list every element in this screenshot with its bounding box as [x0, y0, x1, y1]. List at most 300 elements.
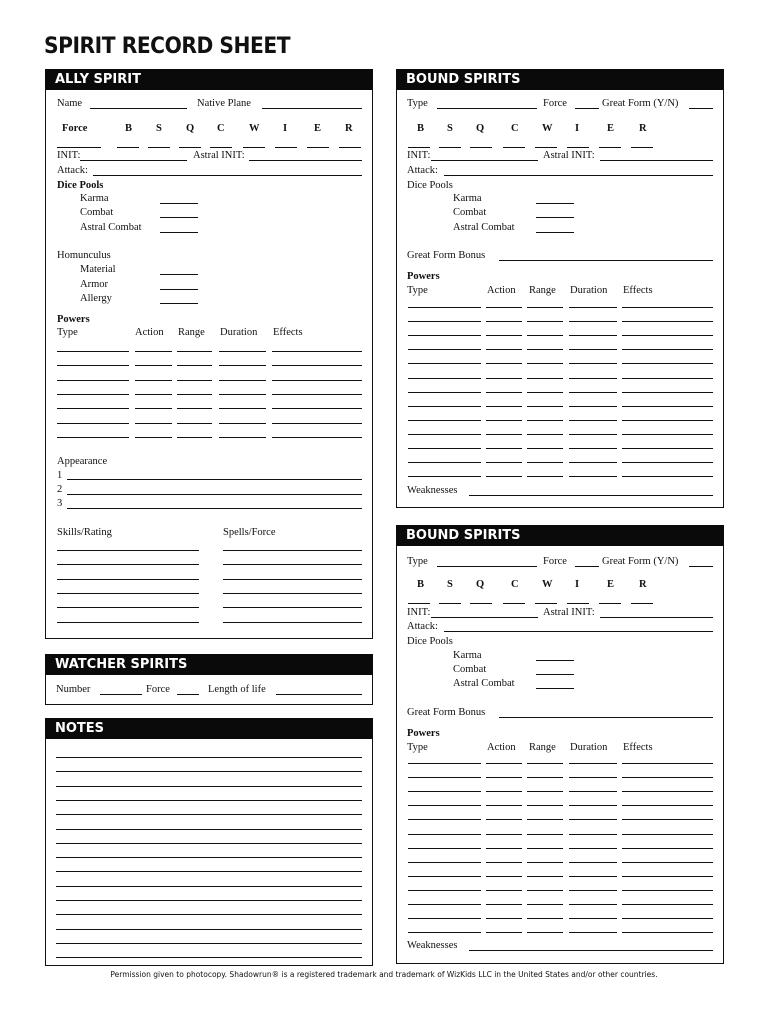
- blank-line[interactable]: [622, 321, 713, 322]
- blank-line[interactable]: [622, 763, 713, 764]
- blank-line[interactable]: [622, 918, 713, 919]
- watcher-spirits-section: [45, 654, 373, 705]
- blank-line[interactable]: [272, 423, 362, 424]
- bound-great-form-field[interactable]: [689, 566, 713, 567]
- ally-homunculus-item-label: Armor: [80, 279, 108, 290]
- blank-line[interactable]: [527, 420, 563, 421]
- bound-attr-field[interactable]: [599, 603, 621, 604]
- ally-powers-label: Powers: [57, 314, 90, 325]
- blank-line[interactable]: [57, 607, 199, 608]
- bound-great-form-bonus-field[interactable]: [499, 717, 713, 718]
- ally-attr-field[interactable]: [210, 147, 232, 148]
- blank-line[interactable]: [56, 886, 362, 887]
- bound-attr-field[interactable]: [535, 603, 557, 604]
- blank-line[interactable]: [622, 876, 713, 877]
- blank-line[interactable]: [408, 420, 481, 421]
- blank-line[interactable]: [56, 943, 362, 944]
- blank-line[interactable]: [486, 876, 522, 877]
- ally-homunculus-field[interactable]: [160, 289, 198, 290]
- ally-attr-label: R: [345, 123, 353, 134]
- blank-line[interactable]: [486, 392, 522, 393]
- bound-attr-field[interactable]: [408, 603, 430, 604]
- blank-line[interactable]: [527, 932, 563, 933]
- ally-name-label: Name: [57, 98, 83, 109]
- blank-line[interactable]: [622, 834, 713, 835]
- blank-line[interactable]: [569, 834, 617, 835]
- blank-line[interactable]: [177, 380, 212, 381]
- blank-line[interactable]: [622, 862, 713, 863]
- blank-line[interactable]: [408, 904, 481, 905]
- blank-line[interactable]: [56, 871, 362, 872]
- notes-section: [45, 718, 373, 966]
- watcher-spirits-header: WATCHER SPIRITS: [45, 654, 373, 675]
- bound-attr-field[interactable]: [567, 147, 589, 148]
- blank-line[interactable]: [56, 771, 362, 772]
- blank-line[interactable]: [56, 843, 362, 844]
- bound-astral-init-field[interactable]: [600, 617, 713, 618]
- blank-line[interactable]: [569, 335, 617, 336]
- blank-line[interactable]: [527, 904, 563, 905]
- bound-attr-field[interactable]: [567, 603, 589, 604]
- ally-astral-init-field[interactable]: [249, 160, 362, 161]
- bound-force-label: Force: [543, 556, 567, 567]
- blank-line[interactable]: [135, 365, 172, 366]
- blank-line[interactable]: [486, 363, 522, 364]
- blank-line[interactable]: [135, 423, 172, 424]
- ally-homunculus-field[interactable]: [160, 274, 198, 275]
- blank-line[interactable]: [527, 434, 563, 435]
- blank-line[interactable]: [272, 380, 362, 381]
- blank-line[interactable]: [622, 378, 713, 379]
- bound-attr-label: E: [607, 579, 615, 590]
- blank-line[interactable]: [622, 819, 713, 820]
- watcher-number-field[interactable]: [100, 694, 142, 695]
- blank-line[interactable]: [486, 890, 522, 891]
- bound-init-label: INIT:: [407, 150, 431, 161]
- bound-attack-field[interactable]: [444, 631, 713, 632]
- blank-line[interactable]: [527, 335, 563, 336]
- blank-line[interactable]: [569, 321, 617, 322]
- bound-attr-field[interactable]: [439, 147, 461, 148]
- blank-line[interactable]: [56, 814, 362, 815]
- bound-type-field[interactable]: [437, 566, 537, 567]
- blank-line[interactable]: [527, 819, 563, 820]
- bound-type-label: Type: [407, 98, 428, 109]
- ally-native-plane-field[interactable]: [262, 108, 362, 109]
- blank-line[interactable]: [486, 378, 522, 379]
- blank-line[interactable]: [622, 363, 713, 364]
- blank-line[interactable]: [57, 380, 129, 381]
- blank-line[interactable]: [486, 406, 522, 407]
- blank-line[interactable]: [408, 876, 481, 877]
- bound-attr-label: C: [511, 579, 519, 590]
- blank-line[interactable]: [569, 763, 617, 764]
- blank-line[interactable]: [408, 763, 481, 764]
- blank-line[interactable]: [622, 476, 713, 477]
- blank-line[interactable]: [135, 394, 172, 395]
- blank-line[interactable]: [408, 462, 481, 463]
- bound-pool-label: Astral Combat: [453, 222, 515, 233]
- blank-line[interactable]: [219, 437, 266, 438]
- bound-attr-field[interactable]: [631, 603, 653, 604]
- blank-line[interactable]: [622, 904, 713, 905]
- blank-line[interactable]: [622, 434, 713, 435]
- blank-line[interactable]: [177, 423, 212, 424]
- blank-line[interactable]: [622, 307, 713, 308]
- blank-line[interactable]: [486, 834, 522, 835]
- blank-line[interactable]: [622, 462, 713, 463]
- blank-line[interactable]: [527, 392, 563, 393]
- blank-line[interactable]: [219, 408, 266, 409]
- ally-attr-field[interactable]: [243, 147, 265, 148]
- bound-pool-label: Karma: [453, 193, 482, 204]
- ally-appearance-num: 2: [57, 484, 63, 495]
- blank-line[interactable]: [272, 408, 362, 409]
- blank-line[interactable]: [219, 351, 266, 352]
- ally-spells-label: Spells/Force: [223, 527, 276, 538]
- blank-line[interactable]: [569, 420, 617, 421]
- bound-pool-field[interactable]: [536, 688, 574, 689]
- bound-attr-field[interactable]: [439, 603, 461, 604]
- blank-line[interactable]: [135, 408, 172, 409]
- bound-astral-init-field[interactable]: [600, 160, 713, 161]
- blank-line[interactable]: [486, 434, 522, 435]
- bound-attr-label: Q: [476, 123, 485, 134]
- bound-attr-field[interactable]: [503, 147, 525, 148]
- bound-attr-field[interactable]: [408, 147, 430, 148]
- blank-line[interactable]: [223, 593, 362, 594]
- blank-line[interactable]: [569, 448, 617, 449]
- blank-line[interactable]: [569, 406, 617, 407]
- blank-line[interactable]: [56, 914, 362, 915]
- bound-weaknesses-field[interactable]: [469, 950, 713, 951]
- ally-pool-label: Combat: [80, 207, 114, 218]
- blank-line[interactable]: [57, 550, 199, 551]
- ally-force-label: Force: [62, 123, 88, 134]
- bound-attr-field[interactable]: [503, 603, 525, 604]
- blank-line[interactable]: [486, 448, 522, 449]
- ally-attr-field[interactable]: [148, 147, 170, 148]
- blank-line[interactable]: [219, 394, 266, 395]
- bound-init-field[interactable]: [431, 160, 538, 161]
- ally-attr-field[interactable]: [275, 147, 297, 148]
- bound-attr-label: I: [575, 579, 580, 590]
- blank-line[interactable]: [177, 408, 212, 409]
- blank-line[interactable]: [569, 349, 617, 350]
- blank-line[interactable]: [569, 819, 617, 820]
- blank-line[interactable]: [57, 622, 199, 623]
- ally-attr-label: W: [249, 123, 260, 134]
- blank-line[interactable]: [486, 819, 522, 820]
- blank-line[interactable]: [177, 437, 212, 438]
- blank-line[interactable]: [57, 408, 129, 409]
- blank-line[interactable]: [569, 462, 617, 463]
- blank-line[interactable]: [486, 321, 522, 322]
- blank-line[interactable]: [272, 365, 362, 366]
- bound-power-col-header: Range: [529, 285, 556, 296]
- blank-line[interactable]: [622, 406, 713, 407]
- blank-line[interactable]: [527, 834, 563, 835]
- bound-force-field[interactable]: [575, 108, 599, 109]
- blank-line[interactable]: [527, 890, 563, 891]
- blank-line[interactable]: [622, 932, 713, 933]
- ally-attr-field[interactable]: [307, 147, 329, 148]
- blank-line[interactable]: [486, 462, 522, 463]
- ally-pool-field[interactable]: [160, 217, 198, 218]
- bound-pool-field[interactable]: [536, 203, 574, 204]
- blank-line[interactable]: [569, 918, 617, 919]
- blank-line[interactable]: [408, 307, 481, 308]
- blank-line[interactable]: [57, 437, 129, 438]
- blank-line[interactable]: [486, 904, 522, 905]
- blank-line[interactable]: [177, 351, 212, 352]
- blank-line[interactable]: [486, 349, 522, 350]
- blank-line[interactable]: [527, 406, 563, 407]
- blank-line[interactable]: [527, 848, 563, 849]
- blank-line[interactable]: [527, 363, 563, 364]
- blank-line[interactable]: [408, 805, 481, 806]
- ally-attr-field[interactable]: [117, 147, 139, 148]
- blank-line[interactable]: [486, 777, 522, 778]
- watcher-life-field[interactable]: [276, 694, 362, 695]
- bound-power-col-header: Action: [487, 742, 516, 753]
- bound-power-col-header: Duration: [570, 285, 608, 296]
- blank-line[interactable]: [408, 834, 481, 835]
- bound-great-form-label: Great Form (Y/N): [602, 98, 679, 109]
- blank-line[interactable]: [622, 392, 713, 393]
- blank-line[interactable]: [408, 406, 481, 407]
- blank-line[interactable]: [408, 777, 481, 778]
- blank-line[interactable]: [527, 763, 563, 764]
- watcher-force-label: Force: [146, 684, 170, 695]
- blank-line[interactable]: [223, 579, 362, 580]
- blank-line[interactable]: [408, 349, 481, 350]
- blank-line[interactable]: [622, 848, 713, 849]
- bound-init-field[interactable]: [431, 617, 538, 618]
- ally-power-col-header: Action: [135, 327, 164, 338]
- blank-line[interactable]: [527, 321, 563, 322]
- bound-weaknesses-label: Weaknesses: [407, 940, 458, 951]
- blank-line[interactable]: [486, 763, 522, 764]
- blank-line[interactable]: [622, 448, 713, 449]
- ally-appearance-field[interactable]: [67, 508, 362, 509]
- blank-line[interactable]: [527, 876, 563, 877]
- blank-line[interactable]: [622, 420, 713, 421]
- blank-line[interactable]: [527, 862, 563, 863]
- blank-line[interactable]: [272, 351, 362, 352]
- blank-line[interactable]: [408, 819, 481, 820]
- blank-line[interactable]: [272, 394, 362, 395]
- bound-attr-field[interactable]: [631, 147, 653, 148]
- blank-line[interactable]: [56, 929, 362, 930]
- bound-attr-label: C: [511, 123, 519, 134]
- blank-line[interactable]: [622, 349, 713, 350]
- blank-line[interactable]: [486, 476, 522, 477]
- blank-line[interactable]: [408, 932, 481, 933]
- bound-attr-label: Q: [476, 579, 485, 590]
- bound-pool-field[interactable]: [536, 217, 574, 218]
- blank-line[interactable]: [56, 829, 362, 830]
- bound-attr-field[interactable]: [470, 147, 492, 148]
- blank-line[interactable]: [622, 791, 713, 792]
- blank-line[interactable]: [569, 932, 617, 933]
- bound-attr-field[interactable]: [470, 603, 492, 604]
- bound-type-field[interactable]: [437, 108, 537, 109]
- bound-great-form-bonus-field[interactable]: [499, 260, 713, 261]
- blank-line[interactable]: [527, 448, 563, 449]
- blank-line[interactable]: [408, 378, 481, 379]
- blank-line[interactable]: [622, 805, 713, 806]
- blank-line[interactable]: [486, 805, 522, 806]
- blank-line[interactable]: [57, 564, 199, 565]
- blank-line[interactable]: [486, 848, 522, 849]
- blank-line[interactable]: [56, 786, 362, 787]
- blank-line[interactable]: [622, 777, 713, 778]
- bound-attr-label: E: [607, 123, 615, 134]
- blank-line[interactable]: [56, 957, 362, 958]
- blank-line[interactable]: [57, 351, 129, 352]
- blank-line[interactable]: [56, 800, 362, 801]
- blank-line[interactable]: [486, 862, 522, 863]
- blank-line[interactable]: [569, 904, 617, 905]
- ally-attack-field[interactable]: [93, 175, 362, 176]
- ally-appearance-field[interactable]: [67, 494, 362, 495]
- blank-line[interactable]: [569, 363, 617, 364]
- ally-pool-field[interactable]: [160, 232, 198, 233]
- blank-line[interactable]: [569, 876, 617, 877]
- blank-line[interactable]: [408, 848, 481, 849]
- blank-line[interactable]: [569, 378, 617, 379]
- blank-line[interactable]: [177, 365, 212, 366]
- bound-attr-field[interactable]: [535, 147, 557, 148]
- blank-line[interactable]: [223, 564, 362, 565]
- blank-line[interactable]: [527, 462, 563, 463]
- blank-line[interactable]: [57, 579, 199, 580]
- bound-pool-field[interactable]: [536, 660, 574, 661]
- ally-attr-field[interactable]: [339, 147, 361, 148]
- bound-attr-label: S: [447, 579, 453, 590]
- ally-attr-label: E: [314, 123, 322, 134]
- bound-init-label: INIT:: [407, 607, 431, 618]
- blank-line[interactable]: [56, 857, 362, 858]
- blank-line[interactable]: [57, 593, 199, 594]
- blank-line[interactable]: [527, 777, 563, 778]
- blank-line[interactable]: [569, 476, 617, 477]
- blank-line[interactable]: [177, 394, 212, 395]
- bound-weaknesses-field[interactable]: [469, 495, 713, 496]
- blank-line[interactable]: [408, 392, 481, 393]
- blank-line[interactable]: [569, 307, 617, 308]
- blank-line[interactable]: [527, 791, 563, 792]
- blank-line[interactable]: [135, 437, 172, 438]
- blank-line[interactable]: [622, 890, 713, 891]
- bound-attack-field[interactable]: [444, 175, 713, 176]
- blank-line[interactable]: [486, 918, 522, 919]
- ally-attr-field[interactable]: [179, 147, 201, 148]
- blank-line[interactable]: [527, 307, 563, 308]
- blank-line[interactable]: [408, 335, 481, 336]
- ally-force-field[interactable]: [57, 147, 101, 148]
- blank-line[interactable]: [527, 918, 563, 919]
- blank-line[interactable]: [569, 890, 617, 891]
- blank-line[interactable]: [272, 437, 362, 438]
- ally-init-field[interactable]: [80, 160, 187, 161]
- blank-line[interactable]: [408, 791, 481, 792]
- footer-permission-text: Permission given to photocopy. Shadowrun® is a registered trademark and trademark of WizKids LLC in the United States and/or other countries.: [110, 970, 658, 979]
- blank-line[interactable]: [223, 550, 362, 551]
- blank-line[interactable]: [219, 365, 266, 366]
- blank-line[interactable]: [486, 307, 522, 308]
- blank-line[interactable]: [57, 423, 129, 424]
- blank-line[interactable]: [56, 757, 362, 758]
- blank-line[interactable]: [408, 918, 481, 919]
- bound-attr-field[interactable]: [599, 147, 621, 148]
- blank-line[interactable]: [135, 351, 172, 352]
- blank-line[interactable]: [569, 848, 617, 849]
- blank-line[interactable]: [408, 890, 481, 891]
- blank-line[interactable]: [569, 805, 617, 806]
- blank-line[interactable]: [569, 777, 617, 778]
- bound-great-form-field[interactable]: [689, 108, 713, 109]
- ally-homunculus-label: Homunculus: [57, 250, 111, 261]
- blank-line[interactable]: [569, 434, 617, 435]
- watcher-life-label: Length of life: [208, 684, 266, 695]
- blank-line[interactable]: [486, 932, 522, 933]
- blank-line[interactable]: [223, 622, 362, 623]
- blank-line[interactable]: [223, 607, 362, 608]
- bound-powers-label: Powers: [407, 728, 440, 739]
- blank-line[interactable]: [135, 380, 172, 381]
- ally-name-field[interactable]: [90, 108, 187, 109]
- blank-line[interactable]: [57, 394, 129, 395]
- bound-pool-field[interactable]: [536, 232, 574, 233]
- bound-force-field[interactable]: [575, 566, 599, 567]
- blank-line[interactable]: [527, 349, 563, 350]
- blank-line[interactable]: [56, 900, 362, 901]
- blank-line[interactable]: [408, 321, 481, 322]
- bound-pool-field[interactable]: [536, 674, 574, 675]
- ally-pool-label: Karma: [80, 193, 109, 204]
- blank-line[interactable]: [408, 363, 481, 364]
- bound-astral-init-label: Astral INIT:: [543, 607, 595, 618]
- blank-line[interactable]: [486, 335, 522, 336]
- watcher-force-field[interactable]: [177, 694, 199, 695]
- blank-line[interactable]: [569, 392, 617, 393]
- blank-line[interactable]: [569, 862, 617, 863]
- ally-homunculus-field[interactable]: [160, 303, 198, 304]
- blank-line[interactable]: [622, 335, 713, 336]
- blank-line[interactable]: [219, 423, 266, 424]
- ally-appearance-field[interactable]: [67, 479, 362, 480]
- blank-line[interactable]: [569, 791, 617, 792]
- blank-line[interactable]: [408, 434, 481, 435]
- blank-line[interactable]: [527, 805, 563, 806]
- blank-line[interactable]: [57, 365, 129, 366]
- bound-attr-label: R: [639, 579, 647, 590]
- blank-line[interactable]: [486, 791, 522, 792]
- ally-pool-field[interactable]: [160, 203, 198, 204]
- blank-line[interactable]: [527, 378, 563, 379]
- ally-attack-label: Attack:: [57, 165, 88, 176]
- bound-dice-pools-label: Dice Pools: [407, 180, 453, 191]
- blank-line[interactable]: [408, 448, 481, 449]
- blank-line[interactable]: [486, 420, 522, 421]
- ally-appearance-label: Appearance: [57, 456, 108, 467]
- blank-line[interactable]: [408, 862, 481, 863]
- blank-line[interactable]: [219, 380, 266, 381]
- blank-line[interactable]: [408, 476, 481, 477]
- blank-line[interactable]: [527, 476, 563, 477]
